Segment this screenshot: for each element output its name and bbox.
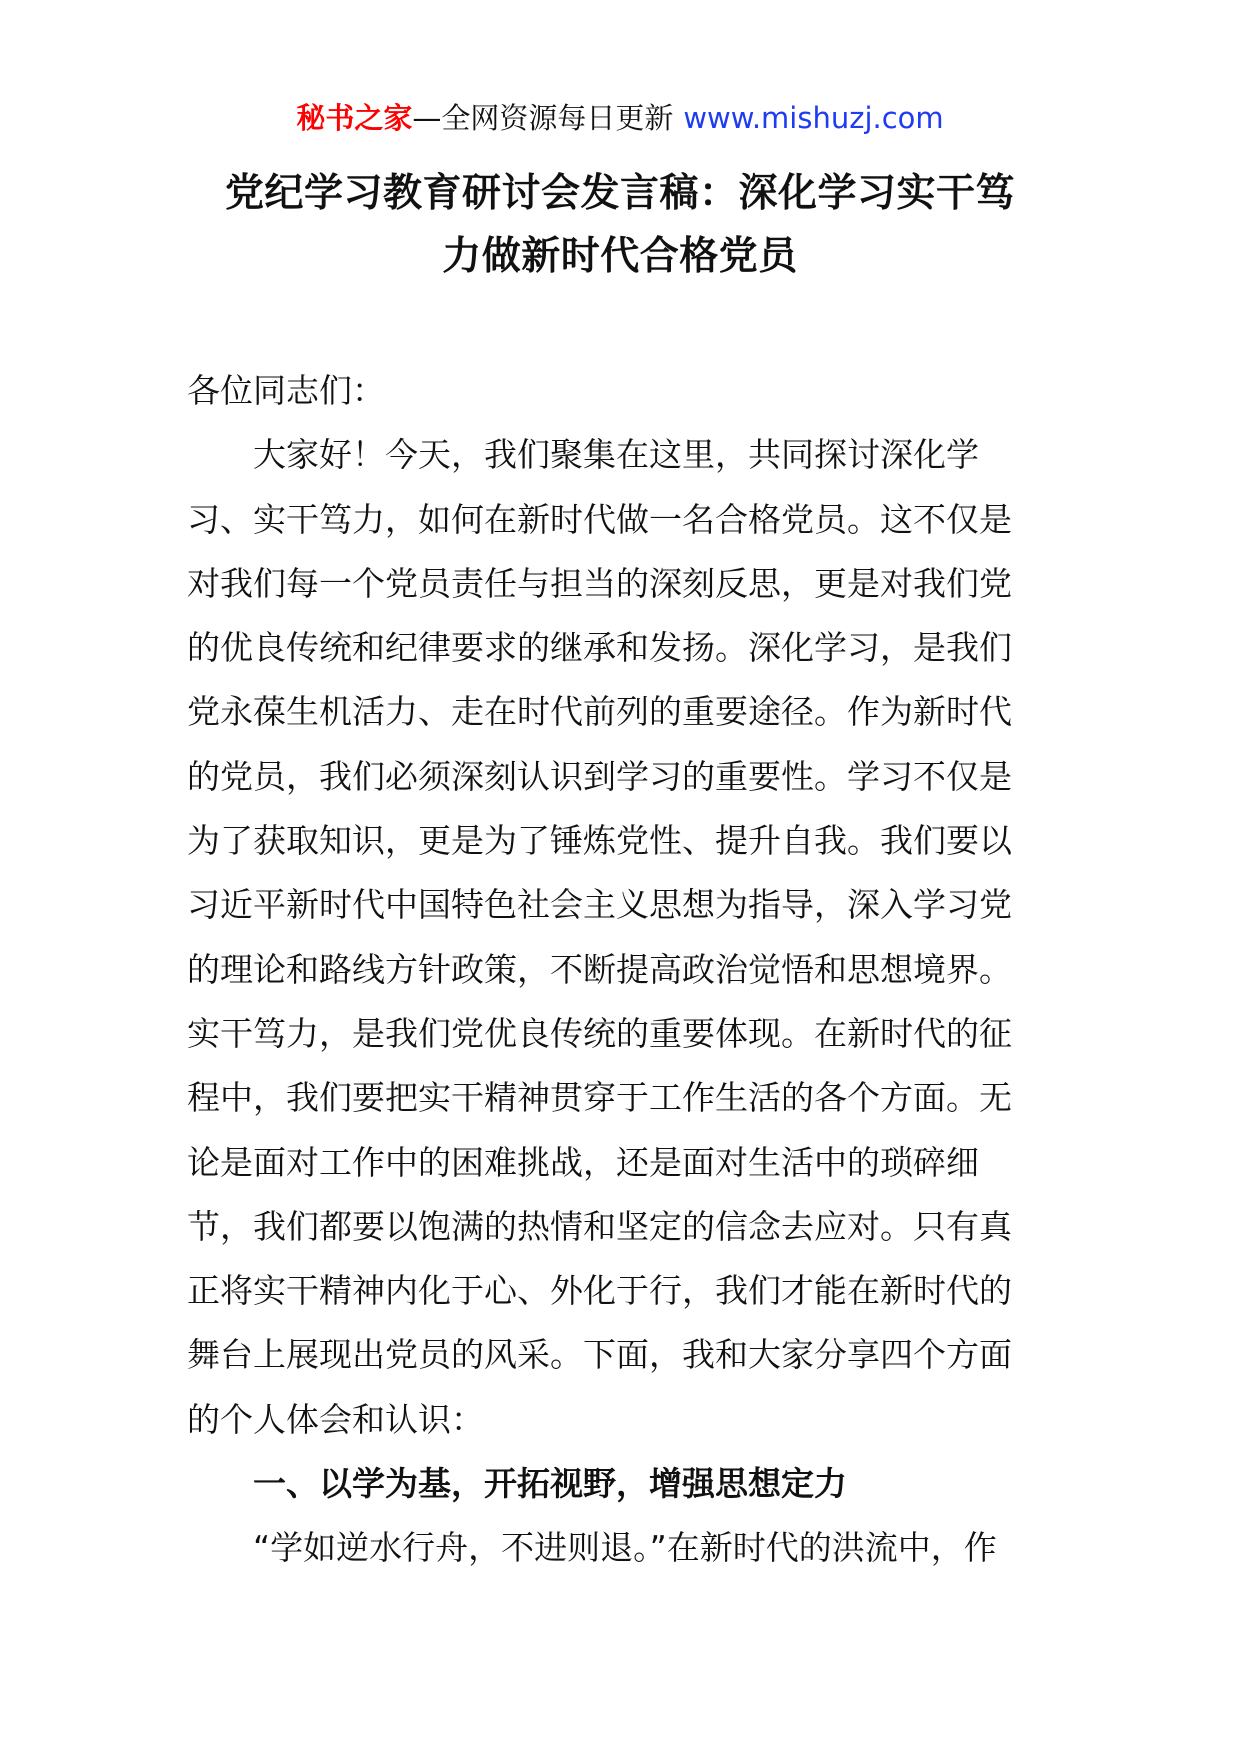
paragraph-line: 大家好！今天，我们聚集在这里，共同探讨深化学: [253, 435, 979, 475]
paragraph-line: 习、实干笃力，如何在新时代做一名合格党员。这不仅是: [187, 499, 1012, 539]
paragraph-line: 的个人体会和认识：: [187, 1399, 484, 1439]
title-line: 党纪学习教育研讨会发言稿：深化学习实干笃: [224, 171, 1015, 216]
section-heading: 一、以学为基，开拓视野，增强思想定力: [253, 1464, 847, 1504]
brand-name: 秘书之家: [296, 101, 413, 135]
salutation: 各位同志们：: [187, 371, 385, 410]
paragraph-line: 节，我们都要以饱满的热情和坚定的信念去应对。只有真: [187, 1206, 1012, 1246]
paragraph-line: 舞台上展现出党员的风采。下面，我和大家分享四个方面: [187, 1335, 1012, 1375]
paragraph-line: 论是面对工作中的困难挑战，还是面对生活中的琐碎细: [187, 1142, 979, 1182]
paragraph-line: 党永葆生机活力、走在时代前列的重要途径。作为新时代: [187, 692, 1012, 732]
paragraph-line: 的党员，我们必须深刻认识到学习的重要性。学习不仅是: [187, 756, 1012, 796]
paragraph-line: 习近平新时代中国特色社会主义思想为指导，深入学习党: [187, 885, 1012, 925]
paragraph-line: 程中，我们要把实干精神贯穿于工作生活的各个方面。无: [187, 1078, 1012, 1118]
header-tagline: —全网资源每日更新: [412, 101, 674, 135]
paragraph-line: 对我们每一个党员责任与担当的深刻反思，更是对我们党: [187, 563, 1012, 603]
site-url-link[interactable]: www.mishuzj.com: [683, 101, 944, 135]
site-header: [0, 98, 1240, 138]
paragraph-line: 正将实干精神内化于心、外化于行，我们才能在新时代的: [187, 1271, 1012, 1311]
paragraph-line: 为了获取知识，更是为了锤炼党性、提升自我。我们要以: [187, 821, 1012, 861]
document-body: [187, 359, 1067, 1581]
paragraph-line: 实干笃力，是我们党优良传统的重要体现。在新时代的征: [187, 1013, 1012, 1053]
title-line: 力做新时代合格党员: [442, 234, 798, 279]
section-first-line: “学如逆水行舟，不进则退。”在新时代的洪流中，作: [253, 1528, 997, 1568]
document-title: [150, 162, 1090, 288]
paragraph-line: 的优良传统和纪律要求的继承和发扬。深化学习，是我们: [187, 628, 1012, 668]
paragraph-line: 的理论和路线方针政策，不断提高政治觉悟和思想境界。: [187, 949, 1012, 989]
